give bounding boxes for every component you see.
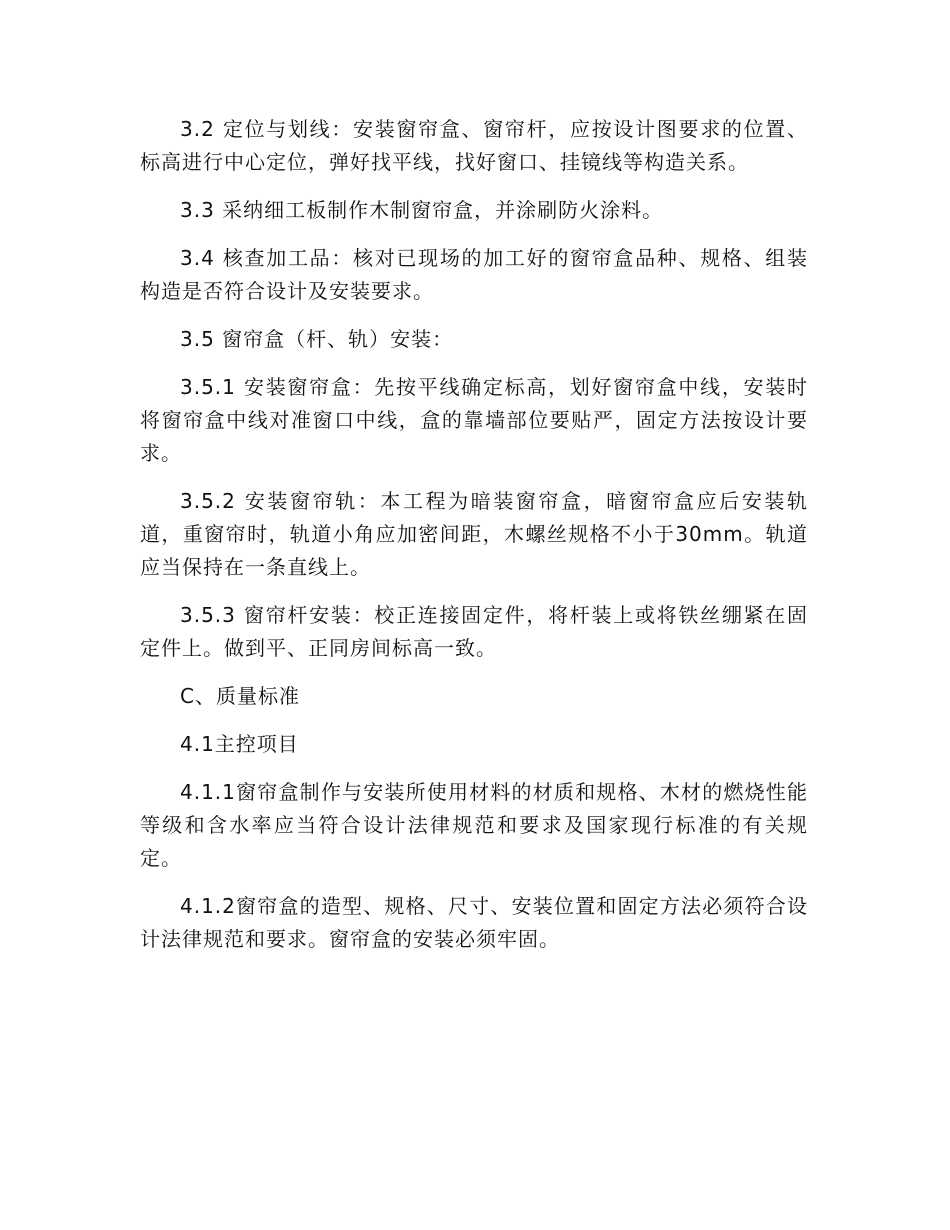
paragraph-3-5-2-curtain-track: 3.5.2 安装窗帘轨：本工程为暗装窗帘盒，暗窗帘盒应后安装轨道，重窗帘时，轨道小角应加密间距，木螺丝规格不小于30mm。轨道应当保持在一条直线上。 [140, 489, 808, 579]
section-heading-quality-standard: C、质量标准 [180, 684, 300, 708]
section-heading-main-control-items: 4.1主控项目 [180, 732, 299, 756]
document-body [140, 113, 808, 971]
paragraph-3-4-inspection: 3.4 核查加工品：核对已现场的加工好的窗帘盒品种、规格、组装构造是否符合设计及安装要求。 [140, 246, 808, 303]
paragraph-3-5-3-curtain-rod: 3.5.3 窗帘杆安装：校正连接固定件，将杆装上或将铁丝绷紧在固定件上。做到平、正同房间标高一致。 [140, 603, 808, 660]
paragraph-3-5-installation-heading: 3.5 窗帘盒（杆、轨）安装： [180, 327, 454, 351]
paragraph-4-1-2-shape-and-fixing: 4.1.2窗帘盒的造型、规格、尺寸、安装位置和固定方法必须符合设计法律规范和要求。窗帘盒的安装必须牢固。 [140, 894, 808, 951]
paragraph-3-2-positioning: 3.2 定位与划线：安装窗帘盒、窗帘杆，应按设计图要求的位置、标高进行中心定位，弹好找平线，找好窗口、挂镜线等构造关系。 [140, 117, 808, 174]
paragraph-3-3-material: 3.3 采纳细工板制作木制窗帘盒，并涂刷防火涂料。 [180, 198, 664, 222]
paragraph-4-1-1-materials: 4.1.1窗帘盒制作与安装所使用材料的材质和规格、木材的燃烧性能等级和含水率应当符合设计法律规范和要求及国家现行标准的有关规定。 [140, 780, 808, 870]
paragraph-3-5-1-curtain-box: 3.5.1 安装窗帘盒：先按平线确定标高，划好窗帘盒中线，安装时将窗帘盒中线对准窗口中线，盒的靠墙部位要贴严，固定方法按设计要求。 [140, 375, 808, 465]
